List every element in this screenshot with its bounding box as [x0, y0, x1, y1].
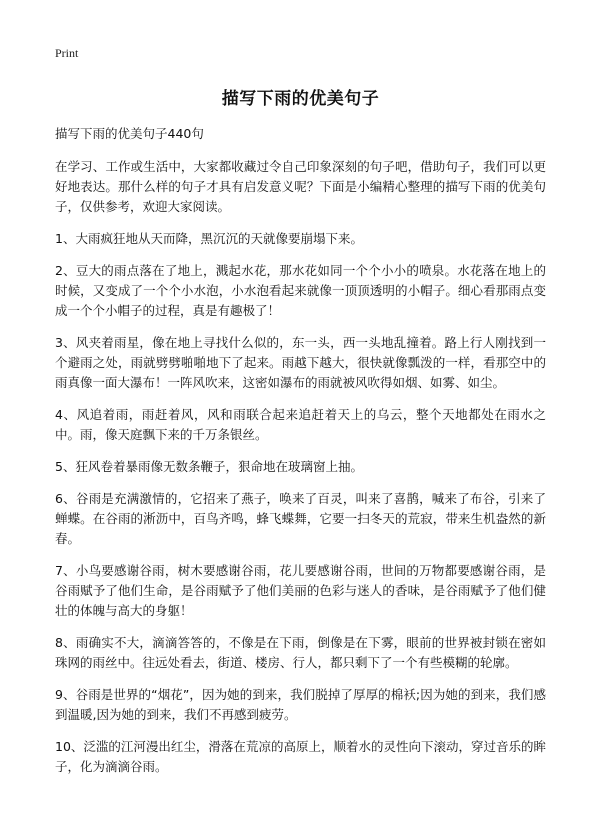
page-title: 描写下雨的优美句子 — [221, 89, 380, 109]
paragraph-6: 6、谷雨是充满激情的，它招来了燕子，唤来了百灵，叫来了喜鹊，喊来了布谷，引来了蝉蝶。在谷雨的淅沥中，百鸟齐鸣，蜂飞蝶舞，它要一扫冬天的荒寂，带来生机盎然的新春。 — [55, 491, 546, 546]
paragraph-9: 9、谷雨是世界的“烟花”，因为她的到来，我们脱掉了厚厚的棉袄;因为她的到来，我们感到温暖,因为她的到来，我们不再感到疲劳。 — [55, 687, 546, 722]
paragraph-3: 3、风夹着雨星，像在地上寻找什么似的，东一头，西一头地乱撞着。路上行人刚找到一个避雨之处，雨就劈劈啪啪地下了起来。雨越下越大，很快就像瓢泼的一样，看那空中的雨真像一面大瀑布！一阵风吹来，这密如瀑布的雨就被风吹得如烟、如雾、如尘。 — [55, 335, 546, 390]
document-subtitle: 描写下雨的优美句子440句 — [55, 126, 204, 141]
intro-paragraph: 在学习、工作或生活中，大家都收藏过令自己印象深刻的句子吧，借助句子，我们可以更好地表达。那什么样的句子才具有启发意义呢？下面是小编精心整理的描写下雨的优美句子，仅供参考，欢迎大家阅读。 — [55, 159, 546, 214]
paragraph-8: 8、雨确实不大，滴滴答答的，不像是在下雨，倒像是在下雾，眼前的世界被封锁在密如珠网的雨丝中。往远处看去，街道、楼房、行人，都只剩下了一个有些模糊的轮廓。 — [55, 635, 546, 670]
print-link[interactable]: Print — [55, 46, 79, 60]
paragraph-4: 4、风追着雨，雨赶着风，风和雨联合起来追赶着天上的乌云，整个天地都处在雨水之中。雨，像天庭飘下来的千万条银丝。 — [55, 407, 546, 442]
paragraph-10: 10、泛滥的江河漫出红尘，滑落在荒凉的高原上，顺着水的灵性向下滚动，穿过音乐的眸子，化为滴滴谷雨。 — [55, 739, 546, 774]
paragraph-5: 5、狂风卷着暴雨像无数条鞭子，狠命地在玻璃窗上抽。 — [55, 459, 363, 474]
paragraph-2: 2、豆大的雨点落在了地上，溅起水花，那水花如同一个个小小的喷泉。水花落在地上的时候，又变成了一个个小水泡，小水泡看起来就像一顶顶透明的小帽子。细心看那雨点变成一个个小帽子的过程，真是有趣极了！ — [55, 263, 546, 318]
paragraph-7: 7、小鸟要感谢谷雨，树木要感谢谷雨，花儿要感谢谷雨，世间的万物都要感谢谷雨，是谷雨赋予了他们生命，是谷雨赋予了他们美丽的色彩与迷人的香味，是谷雨赋予了他们健壮的体魄与高大的身躯！ — [55, 563, 546, 618]
paragraph-1: 1、大雨疯狂地从天而降，黑沉沉的天就像要崩塌下来。 — [55, 231, 363, 246]
